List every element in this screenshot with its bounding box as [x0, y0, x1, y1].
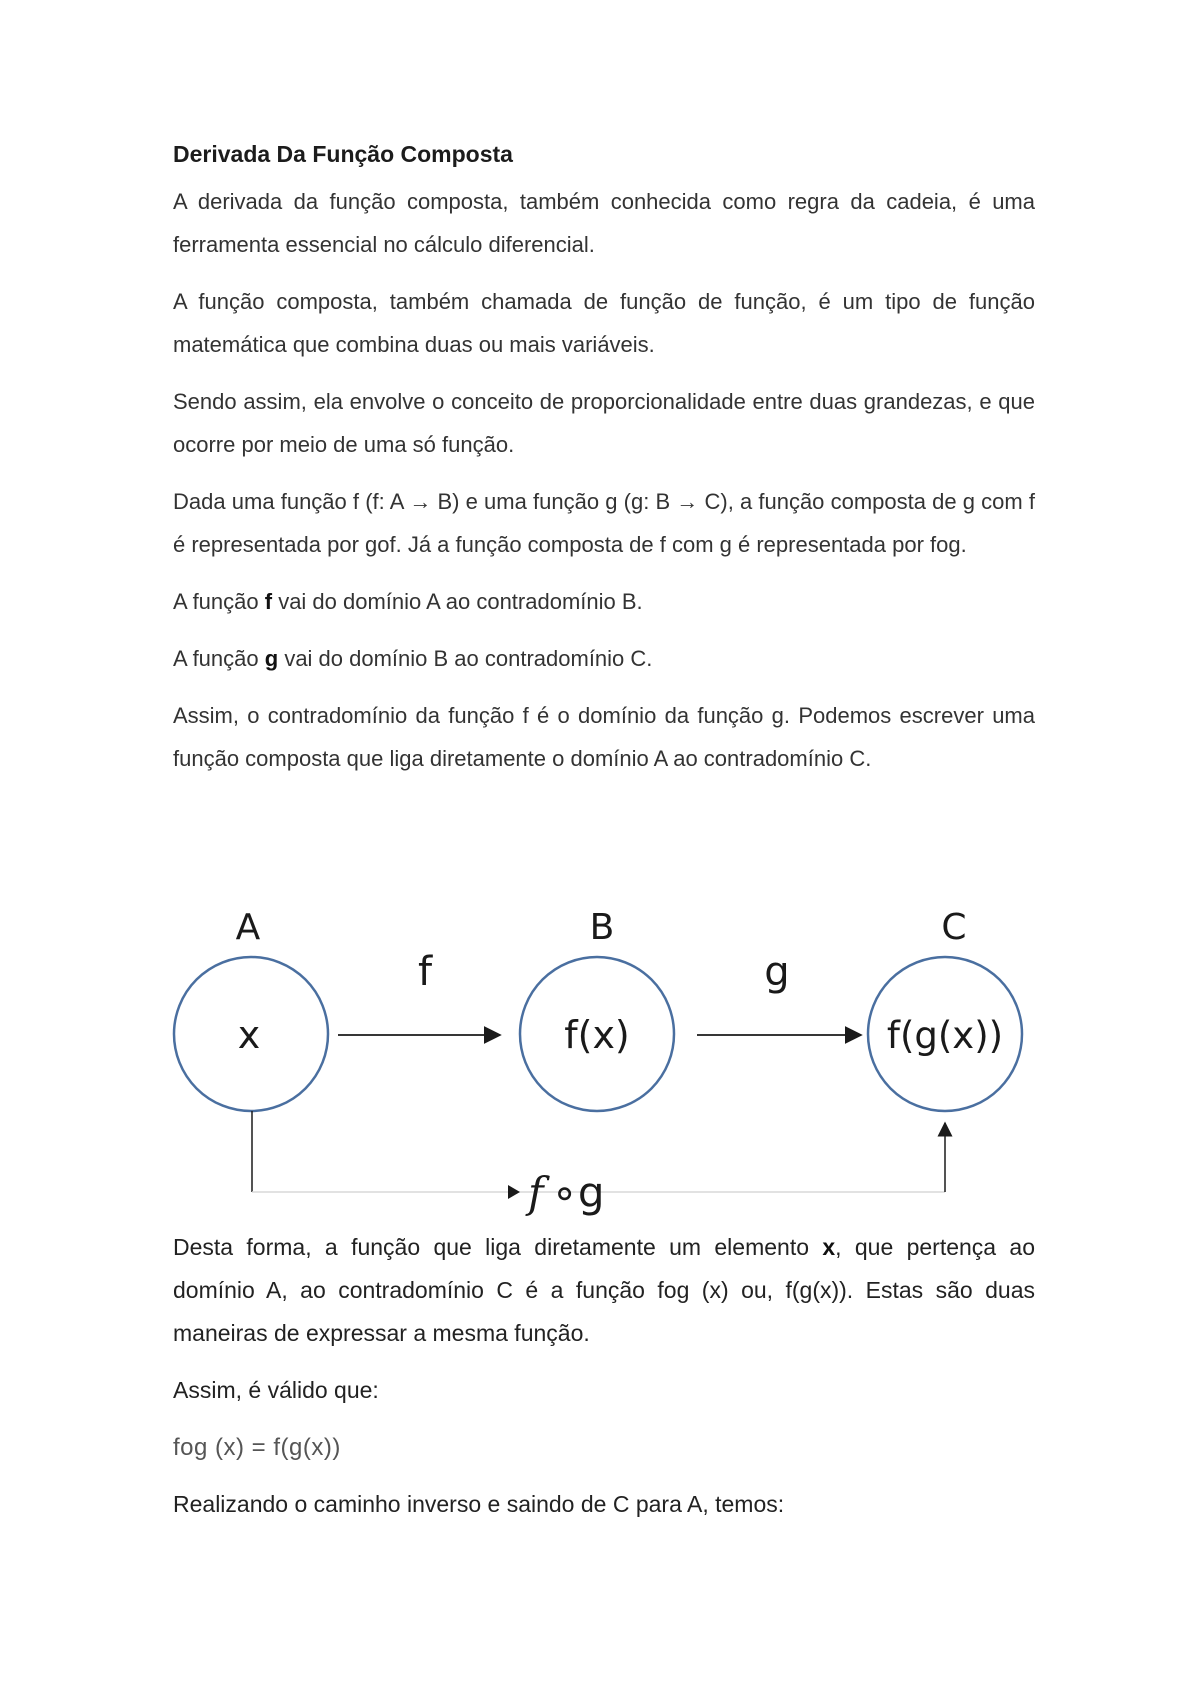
bold-f: f: [264, 589, 273, 614]
set-label-a: A: [235, 907, 261, 948]
node-label-fgx: f(g(x)): [886, 1014, 1004, 1057]
document-body-continued: [173, 1226, 1035, 1540]
composite-label-og: ∘g: [551, 1168, 605, 1217]
paragraph-valid: Assim, é válido que:: [173, 1377, 379, 1403]
document-body: [173, 138, 1035, 794]
node-label-x: x: [237, 1013, 261, 1057]
bold-g: g: [264, 646, 279, 671]
bold-x: x: [822, 1234, 836, 1260]
formula-fog: fog (x) = f(g(x)): [173, 1434, 341, 1461]
composite-function-diagram: [160, 905, 1040, 1225]
paragraph-function-f: A função f vai do domínio A ao contradomínio B.: [173, 589, 643, 614]
arrow-label-g: g: [764, 949, 790, 995]
set-label-c: C: [941, 907, 967, 948]
node-label-fx: f(x): [564, 1013, 630, 1057]
paragraph-conclusion: Assim, o contradomínio da função f é o domínio da função g. Podemos escrever uma função composta que liga diretamente o domínio A ao contradomínio C.: [173, 703, 1035, 771]
composite-arrow-marker: [508, 1185, 520, 1199]
paragraph-direct-link: Desta forma, a função que liga diretamente um elemento x, que pertença ao domínio A, ao contradomínio C é a função fog (x) ou, f(g(x)). Estas são duas maneiras de expressar a mesma função.: [173, 1234, 1036, 1346]
set-label-b: B: [589, 907, 615, 948]
composite-label-f: f: [528, 1168, 544, 1217]
paragraph-inverse: Realizando o caminho inverso e saindo de C para A, temos:: [173, 1491, 785, 1517]
arrow-label-f: f: [417, 949, 433, 995]
document-title: Derivada Da Função Composta: [173, 141, 513, 167]
paragraph-composition: Dada uma função f (f: A → B) e uma função g (g: B → C), a função composta de g com f é representada por gof. Já a função composta de f com g é representada por fog.: [173, 489, 1035, 557]
paragraph-definition: A função composta, também chamada de função de função, é um tipo de função matemática que combina duas ou mais variáveis.: [173, 289, 1035, 357]
paragraph-intro: A derivada da função composta, também conhecida como regra da cadeia, é uma ferramenta essencial no cálculo diferencial.: [173, 189, 1035, 257]
paragraph-function-g: A função g vai do domínio B ao contradomínio C.: [173, 646, 653, 671]
paragraph-proportionality: Sendo assim, ela envolve o conceito de proporcionalidade entre duas grandezas, e que ocorre por meio de uma só função.: [173, 389, 1035, 457]
composite-label: [525, 1168, 605, 1217]
